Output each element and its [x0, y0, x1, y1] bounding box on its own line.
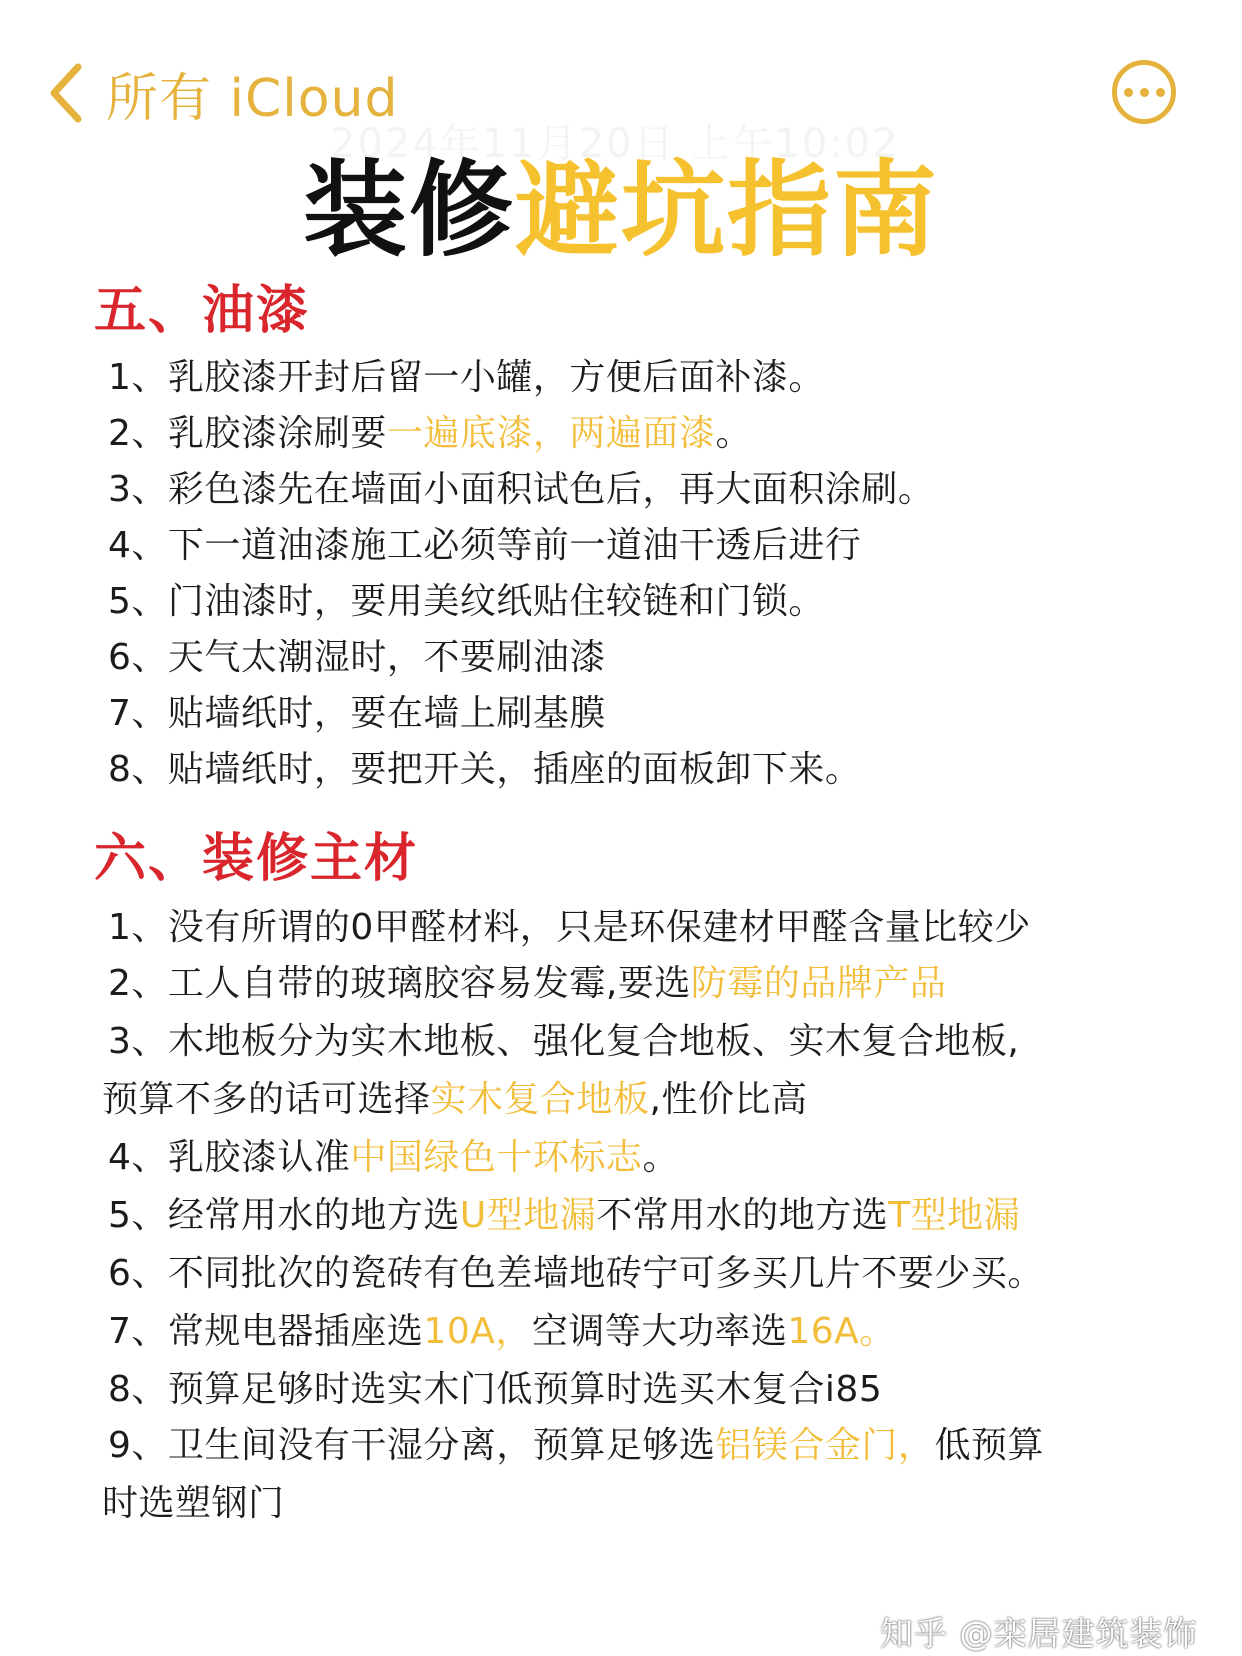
list-item: 4、乳胶漆认准中国绿色十环标志。: [108, 1137, 679, 1178]
highlight-text: 防霉的品牌产品: [690, 963, 947, 1004]
list-item: 7、贴墙纸时，要在墙上刷基膜: [108, 693, 606, 734]
highlight-text: 中国绿色十环标志: [350, 1137, 643, 1178]
list-item: 8、预算足够时选实木门低预算时选买木复合i85: [108, 1369, 883, 1410]
more-options-button[interactable]: [1112, 60, 1176, 124]
more-icon-dot: [1124, 88, 1133, 97]
list-item: 3、彩色漆先在墙面小面积试色后，再大面积涂刷。: [108, 469, 935, 510]
list-item-continuation: 时选塑钢门: [102, 1483, 285, 1524]
list-item: 2、乳胶漆涂刷要一遍底漆，两遍面漆。: [108, 413, 752, 454]
list-item: 6、不同批次的瓷砖有色差墙地砖宁可多买几片不要少买。: [108, 1253, 1044, 1294]
list-item-continuation: 预算不多的话可选择实木复合地板,性价比高: [102, 1079, 808, 1120]
list-item: 8、贴墙纸时，要把开关，插座的面板卸下来。: [108, 749, 862, 790]
footer-watermark: 知乎 @栾居建筑装饰: [880, 1614, 1198, 1653]
section-heading-paint: 五、油漆: [94, 281, 311, 341]
highlight-text: 铝镁合金门，: [715, 1425, 935, 1466]
list-item: 5、经常用水的地方选U型地漏不常用水的地方选T型地漏: [108, 1195, 1021, 1236]
more-icon-dot: [1140, 88, 1149, 97]
note-date: 2024年11月20日 上午10:02: [330, 121, 900, 167]
back-label: 所有 iCloud: [106, 68, 399, 129]
highlight-text: U型地漏: [459, 1195, 597, 1236]
list-item: 7、常规电器插座选10A，空调等大功率选16A。: [108, 1311, 896, 1352]
title-part-2: 避坑指南: [515, 149, 940, 271]
highlight-text: 一遍底漆，两遍面漆: [386, 413, 716, 454]
highlight-text: 16A。: [787, 1311, 896, 1352]
highlight-text: T型地漏: [888, 1195, 1021, 1236]
list-item: 1、乳胶漆开封后留一小罐，方便后面补漆。: [108, 357, 825, 398]
highlight-text: 实木复合地板: [430, 1079, 650, 1120]
list-item: 4、下一道油漆施工必须等前一道油干透后进行: [108, 525, 862, 566]
more-icon-dot: [1156, 88, 1165, 97]
title-part-1: 装修: [302, 149, 515, 271]
highlight-text: 10A，: [423, 1311, 532, 1352]
list-item: 3、木地板分为实木地板、强化复合地板、实木复合地板,: [108, 1021, 1020, 1062]
list-item: 6、天气太潮湿时，不要刷油漆: [108, 637, 606, 678]
section-heading-main-materials: 六、装修主材: [94, 829, 419, 889]
chevron-left-icon: [44, 61, 88, 125]
list-item: 5、门油漆时，要用美纹纸贴住较链和门锁。: [108, 581, 825, 622]
list-item: 9、卫生间没有干湿分离，预算足够选铝镁合金门，低预算: [108, 1425, 1044, 1466]
page-title: [0, 150, 1242, 270]
list-item: 1、没有所谓的0甲醛材料，只是环保建材甲醛含量比较少: [108, 907, 1031, 948]
list-item: 2、工人自带的玻璃胶容易发霉,要选防霉的品牌产品: [108, 963, 947, 1004]
